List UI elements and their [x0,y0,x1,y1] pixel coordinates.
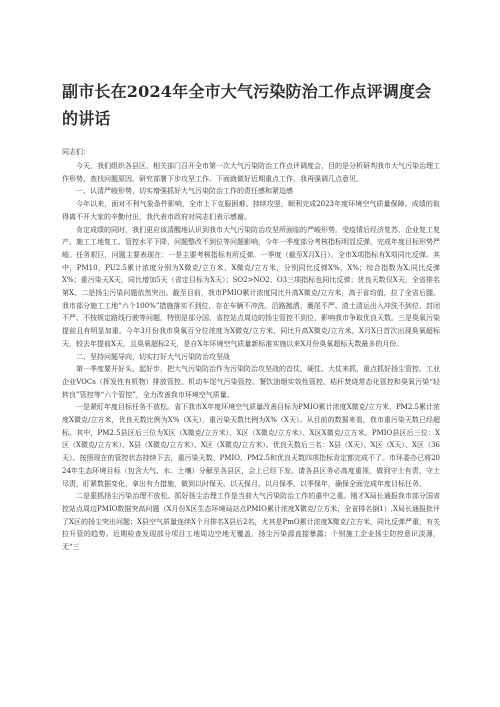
body-paragraph: 今天，我们组织各县区、相关部门召开全市第一次大气污染防治工作点评调度会，目的是分析研判我市大气污染治理工作形势，查找问题原因，研究部署下步攻坚工作。下面就做好近期重点工作，我再强调几点意见。 [62,162,440,183]
section-heading: 二、坚持问题导向，切实打好大气污染防治攻坚战 [76,352,230,361]
salutation: 同志们： [62,148,90,156]
body-paragraph: 今年以来，面对不利气象条件影响，全市上下克服困难、持续攻坚，顺利完成2023年度环境空气质量保障。成绩的取得离不开大家的辛勤付出，我代表市政府对同志们表示感谢。 [62,200,440,221]
body-paragraph: 一是紧盯年度目标任务不放松。省下我市X年度环境空气质量改善目标为PMIO累计浓度X微克/立方米，PM2.5累计浓度X微克/立方米，优良天数比例为X%（X天），重污染天数比例为X%（X天）。从目前的数据来看，我市重污染天数已经超标。其中，PM2.5县区后三位为X区（X微克/立方米）、X区（X微克/立方米）、X区X微克/立方米。PMIO县区后三位：X区（X微克/立方米）、X县（X微克/立方米）、X区（X微克/立方米）。优良天数后三名：X县（X天）、X区（X天）、X区（36天）。按照现在的管控状态持续下去，重污染天数、PMIO、PM2.5和优良天数四项指标肯定都完成不了。市环委办已将2024年生态环境目标（包含大气、水、土壤）分解至各县区，会上已经下发。请各县区务必高度重视，做到守土有责、守土尽责，盯紧数据变化，拿出有力措施，做到以时保天、以天保月、以月保季、以季保年，确保全面完成年度目标任务。 [62,403,440,488]
section-heading: 一、认清严峻形势，切实增强抓好大气污染防治工作的责任感和紧迫感 [76,187,293,196]
document-body [62,160,440,554]
body-paragraph: 二是狠抓扬尘污染治理不放松。抓好扬尘治理工作是当前大气污染防治工作的重中之重。刚才X局长通报我市部分国省控站点周边PMIO数据突高问题（X月份X区生态环境局站点PMIO累计浓度X微克/立方米，全省排名倒1）,X局长通报批评了X区的扬尘突出问题；X县空气质量连续X个月排名X县后2名，尤其是PmO累计浓度X微克/立方米，同比反弹严重，有关拉升管的趋势。近期检查发现部分项目工地周边空地无覆盖，扬尘污染源直接暴露；个别施工企业扬尘防控意识淡薄，无“三 [62,492,440,552]
body-paragraph: 肯定成绩的同时，我们更应该清醒地认识到我市大气污染防治攻坚所面临的严峻形势。受疫情后经济复苏、企业复工复产、施工工地复工、管控水平下降、问题整改不到位等问题影响，今年一季度部分考核指标明显反弹，完成年度目标形势严峻。任务艰巨，问题主要表现在：一是主要考核指标有所反弹。一季度（截至X月X日），全市X项指标有X项同比反弹。其中，PM10、PU2.5累计浓度分别为X微克/立方米、X微克/立方米，分别同比反弹X%、X%；综合指数为X,同比反弹X%；重污染天X天，同比增加5天（省定目标为X天）；SO2>NO2、O3三项指标也同比反弹；优良天数仅X天，全省排名第X。二是扬尘污染问题依然突出。截至目前，我市PMIO累计浓度同比升高X微克/立方米，高于省均值，拉了全省后腿。我市部分施工工地“六个100%”措施落实不到位，存在车辆不冲洗、沿路抛洒、裹尾不严、渣土清运出入冲洗不到位、封闭不严、不按规定路线行驶等问题，特别是部分国、省控站点周边的扬尘管控不到位，影响我市争取优良天数。三是臭氧污染提前且有明显加重。今年3月份我市臭氧百分位浓度为X微克/立方米，同比升高X微克/立方米，X月X日首次出现臭氧超标天，较去年提前X天，且臭氧超标2天，是自X年环境空气质量新标准实施以来X月份臭氧超标天数最多的月份。 [62,225,440,348]
body-paragraph: 第一季度要开好头、起好步，把大气污染防治作为污染防治攻坚战的首仗、硬仗、大仗来抓，重点抓好扬尘管控、工业企业VOCs（挥发性有机物）排放管控、机动车尾气污染管控、餐饮油烟实效性管控、秸秆焚烧常态化管控和臭氧污染“轻转良”管控等“六个管控”，全力改善我市环境空气质量。 [62,365,440,399]
document-title: 副市长在2024年全市大气污染防治工作点评调度会的讲话 [62,82,432,128]
